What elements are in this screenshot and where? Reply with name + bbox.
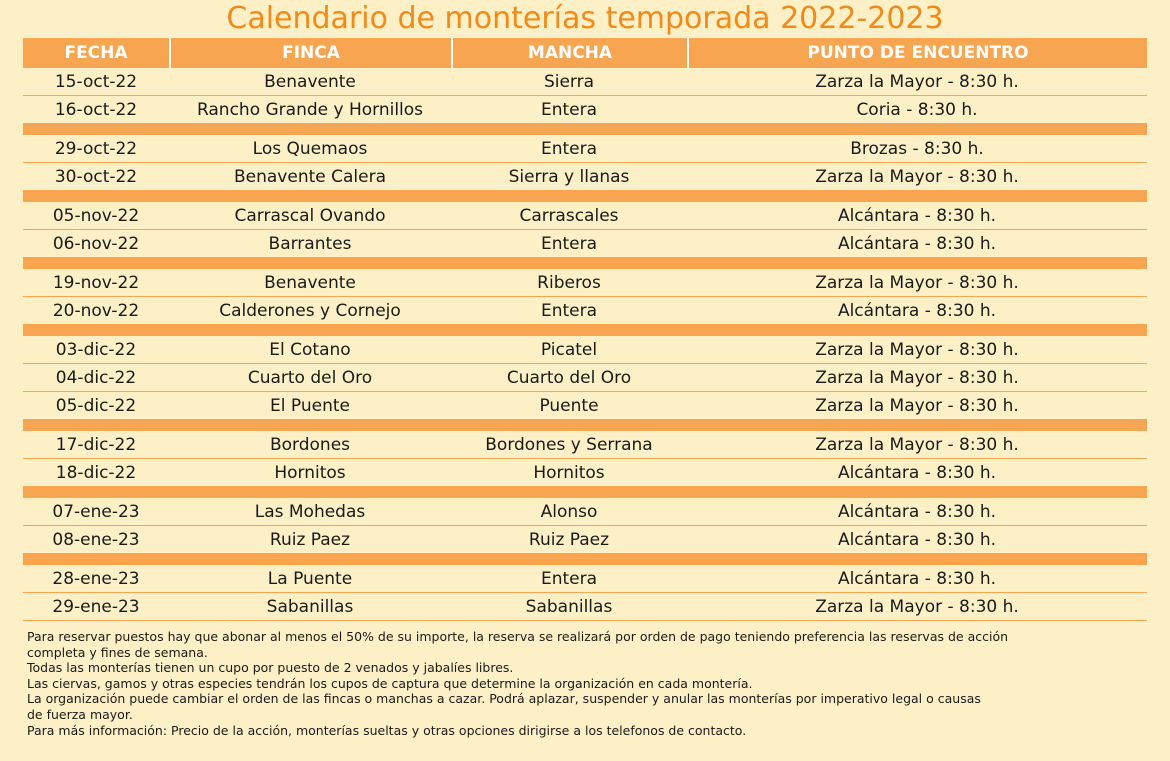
note-line: Para reservar puestos hay que abonar al menos el 50% de su importe, la reserva se realizará por orden de pago teniendo preferencia las reservas de acción <box>27 629 1009 644</box>
cell-mancha: Entera <box>540 99 598 120</box>
table-row <box>23 431 1147 459</box>
cell-punto-encuentro: Alcántara - 8:30 h. <box>837 205 997 226</box>
cell-finca: Ruiz Paez <box>269 529 351 550</box>
table-row <box>23 202 1147 230</box>
table-row <box>23 364 1147 392</box>
cell-punto-encuentro: Zarza la Mayor - 8:30 h. <box>815 367 1019 388</box>
table-row <box>23 593 1147 621</box>
cell-punto-encuentro: Alcántara - 8:30 h. <box>837 300 997 321</box>
cell-punto-encuentro: Alcántara - 8:30 h. <box>837 501 997 522</box>
table-row <box>23 135 1147 163</box>
table-row <box>23 336 1147 364</box>
header-mancha: MANCHA <box>451 38 687 68</box>
cell-punto-encuentro: Zarza la Mayor - 8:30 h. <box>815 395 1019 416</box>
cell-mancha: Sierra <box>543 71 595 92</box>
cell-finca: Barrantes <box>268 233 352 254</box>
cell-mancha: Sierra y llanas <box>508 166 630 187</box>
table-row <box>23 269 1147 297</box>
cell-mancha: Entera <box>540 568 598 589</box>
cell-mancha: Sabanillas <box>525 596 613 617</box>
cell-mancha: Picatel <box>540 339 598 360</box>
table-row <box>23 163 1147 191</box>
cell-punto-encuentro: Alcántara - 8:30 h. <box>837 529 997 550</box>
cell-punto-encuentro: Zarza la Mayor - 8:30 h. <box>815 596 1019 617</box>
cell-fecha: 19-nov-22 <box>52 272 140 293</box>
cell-mancha: Cuarto del Oro <box>506 367 632 388</box>
cell-punto-encuentro: Coria - 8:30 h. <box>856 99 978 120</box>
cell-finca: Cuarto del Oro <box>247 367 373 388</box>
group-separator <box>23 258 1147 269</box>
cell-fecha: 20-nov-22 <box>52 300 140 321</box>
cell-mancha: Entera <box>540 138 598 159</box>
group-separator <box>23 554 1147 565</box>
cell-punto-encuentro: Zarza la Mayor - 8:30 h. <box>815 339 1019 360</box>
table-row <box>23 392 1147 420</box>
schedule-table <box>23 38 1147 621</box>
cell-finca: Rancho Grande y Hornillos <box>196 99 424 120</box>
table-row <box>23 565 1147 593</box>
table-row <box>23 297 1147 325</box>
note-line: Las ciervas, gamos y otras especies tendrán los cupos de captura que determine la organización en cada montería. <box>27 675 753 691</box>
cell-punto-encuentro: Alcántara - 8:30 h. <box>837 462 997 483</box>
cell-finca: Sabanillas <box>266 596 354 617</box>
cell-fecha: 18-dic-22 <box>55 462 137 483</box>
page-title: Calendario de monterías temporada 2022-2023 <box>226 1 944 36</box>
group-separator <box>23 191 1147 202</box>
cell-finca: Bordones <box>269 434 351 455</box>
cell-mancha: Entera <box>540 233 598 254</box>
cell-fecha: 29-ene-23 <box>52 596 140 617</box>
cell-finca: Las Mohedas <box>254 501 366 522</box>
table-row <box>23 68 1147 96</box>
cell-fecha: 28-ene-23 <box>52 568 140 589</box>
cell-mancha: Riberos <box>537 272 601 293</box>
cell-punto-encuentro: Alcántara - 8:30 h. <box>837 233 997 254</box>
cell-fecha: 07-ene-23 <box>52 501 140 522</box>
cell-punto-encuentro: Zarza la Mayor - 8:30 h. <box>815 434 1019 455</box>
header-fecha: FECHA <box>64 43 128 63</box>
cell-fecha: 08-ene-23 <box>52 529 140 550</box>
cell-fecha: 17-dic-22 <box>55 434 137 455</box>
cell-fecha: 30-oct-22 <box>54 166 138 187</box>
cell-mancha: Bordones y Serrana <box>485 434 653 455</box>
cell-mancha: Puente <box>539 395 599 416</box>
table-body <box>23 68 1147 621</box>
note-line: de fuerza mayor. <box>27 706 133 722</box>
cell-mancha: Entera <box>540 300 598 321</box>
table-row <box>23 459 1147 487</box>
cell-punto-encuentro: Zarza la Mayor - 8:30 h. <box>815 272 1019 293</box>
table-header <box>23 38 1147 68</box>
header-finca: FINCA <box>169 38 451 68</box>
cell-fecha: 06-nov-22 <box>52 233 140 254</box>
note-line: Para más información: Precio de la acción, monterías sueltas y otras opciones dirigirse a los telefonos de contacto. <box>27 722 747 738</box>
cell-finca: Calderones y Cornejo <box>219 300 401 321</box>
cell-fecha: 15-oct-22 <box>54 71 138 92</box>
header-punto-encuentro: PUNTO DE ENCUENTRO <box>687 38 1147 68</box>
table-row <box>23 526 1147 554</box>
note-line: La organización puede cambiar el orden de las fincas o manchas a cazar. Podrá aplazar, suspender y anular las monterías por imperativo legal o causas <box>27 691 981 707</box>
group-separator <box>23 487 1147 498</box>
table-row <box>23 96 1147 124</box>
group-separator <box>23 420 1147 431</box>
cell-mancha: Hornitos <box>533 462 605 483</box>
cell-fecha: 29-oct-22 <box>54 138 138 159</box>
cell-fecha: 04-dic-22 <box>55 367 137 388</box>
table-row <box>23 230 1147 258</box>
cell-finca: Carrascal Ovando <box>234 205 386 226</box>
cell-finca: Hornitos <box>274 462 346 483</box>
cell-punto-encuentro: Zarza la Mayor - 8:30 h. <box>815 71 1019 92</box>
cell-mancha: Ruiz Paez <box>528 529 610 550</box>
note-line: Todas las monterías tienen un cupo por puesto de 2 venados y jabalíes libres. <box>27 660 514 676</box>
cell-finca: Benavente Calera <box>233 166 386 187</box>
cell-finca: El Cotano <box>269 339 351 360</box>
group-separator <box>23 325 1147 336</box>
cell-fecha: 03-dic-22 <box>55 339 137 360</box>
table-row <box>23 498 1147 526</box>
note-line: completa y fines de semana. <box>27 644 208 660</box>
cell-fecha: 05-dic-22 <box>55 395 137 416</box>
group-separator <box>23 124 1147 135</box>
cell-mancha: Carrascales <box>519 205 619 226</box>
cell-fecha: 05-nov-22 <box>52 205 140 226</box>
cell-finca: Los Quemaos <box>252 138 368 159</box>
cell-finca: Benavente <box>264 272 356 293</box>
cell-punto-encuentro: Alcántara - 8:30 h. <box>837 568 997 589</box>
cell-finca: La Puente <box>267 568 353 589</box>
notes-section <box>27 629 1147 738</box>
cell-finca: Benavente <box>264 71 356 92</box>
cell-punto-encuentro: Zarza la Mayor - 8:30 h. <box>815 166 1019 187</box>
cell-punto-encuentro: Brozas - 8:30 h. <box>850 138 984 159</box>
cell-fecha: 16-oct-22 <box>54 99 138 120</box>
cell-finca: El Puente <box>270 395 350 416</box>
cell-mancha: Alonso <box>540 501 598 522</box>
